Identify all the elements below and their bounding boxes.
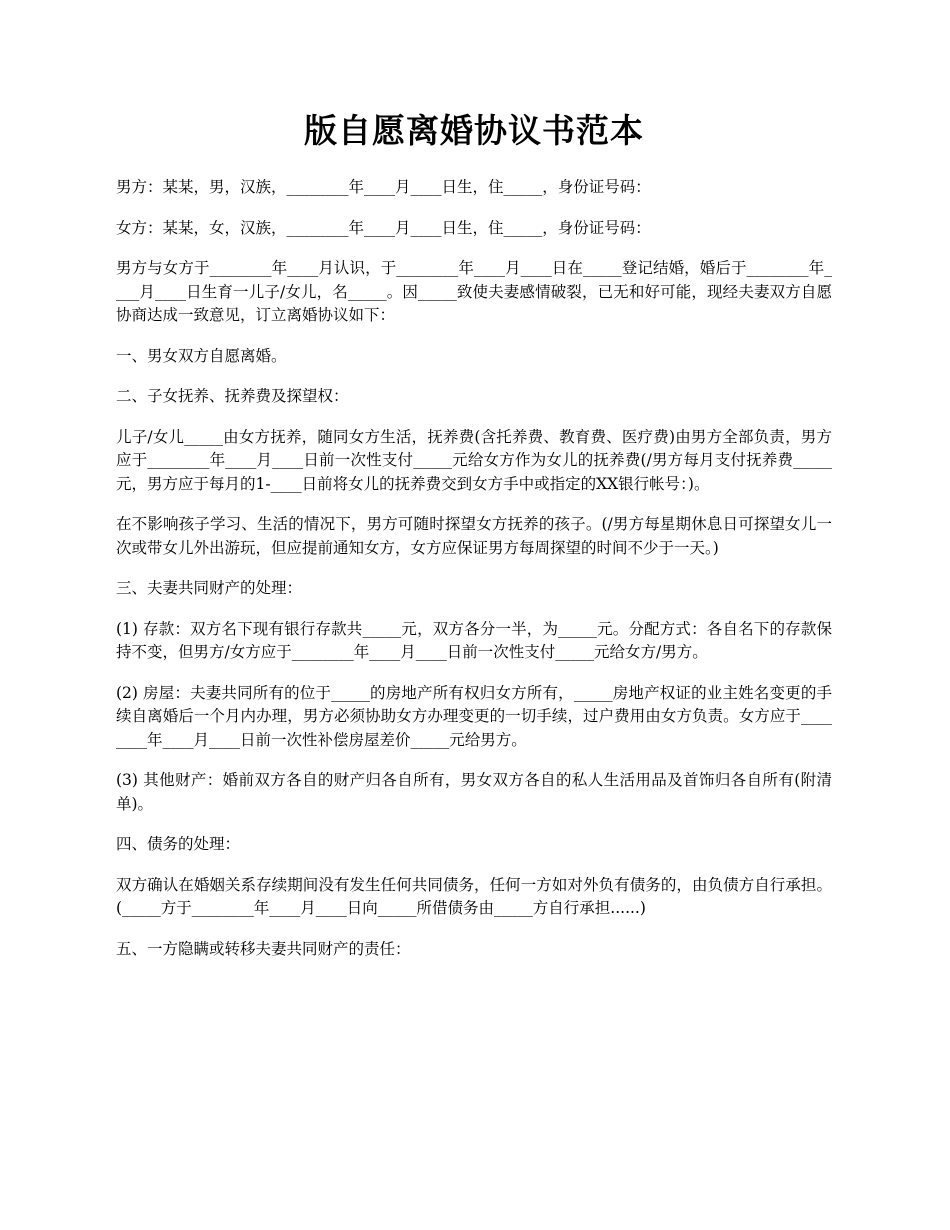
paragraph-child-custody: 儿子/女儿_____由女方抚养，随同女方生活，抚养费(含托养费、教育费、医疗费)由男方全部负责，男方应于________年____月____日前一次性支付_____元给女方作为女儿的抚养费(/男方每月支付抚养费_____元，男方应于每月的1-____日前将女儿的抚养费交到女方手中或指定的XX银行帐号：)。	[116, 427, 832, 493]
section-5-heading: 五、一方隐瞒或转移夫妻共同财产的责任：	[116, 939, 411, 958]
paragraph-male-party: 男方：某某，男，汉族，________年____月____日生，住_____，身份证号码：	[116, 178, 651, 196]
paragraph-marriage-background: 男方与女方于________年____月认识，于________年____月____日在_____登记结婚，婚后于________年____月____日生育一儿子/女儿，名_____。因_____致使夫妻感情破裂，已无和好可能，现经夫妻双方自愿协商达成一致意见，订立离婚协议如下：	[116, 259, 832, 324]
paragraph-other-property: (3) 其他财产：婚前双方各自的财产归各自所有，男女双方各自的私人生活用品及首饰归各自所有(附清单)。	[116, 771, 832, 813]
paragraph-savings: (1) 存款：双方名下现有银行存款共_____元，双方各分一半，为_____元。分配方式：各自名下的存款保持不变，但男方/女方应于________年____月____日前一次性支付_____元给女方/男方。	[116, 619, 832, 661]
section-2-heading: 二、子女抚养、抚养费及探望权：	[116, 387, 349, 405]
paragraph-visitation: 在不影响孩子学习、生活的情况下，男方可随时探望女方抚养的孩子。(/男方每星期休息日可探望女儿一次或带女儿外出游玩，但应提前通知女方，女方应保证男方每周探望的时间不少于一天。)	[116, 515, 832, 557]
section-1-heading: 一、男女双方自愿离婚。	[116, 346, 287, 365]
section-3-heading: 三、夫妻共同财产的处理：	[116, 579, 303, 597]
section-4-heading: 四、债务的处理：	[116, 835, 241, 853]
paragraph-house: (2) 房屋：夫妻共同所有的位于_____的房地产所有权归女方所有，_____房地产权证的业主姓名变更的手续自离婚后一个月内办理，男方必须协助女方办理变更的一切手续，过户费用由女方负责。女方应于________年____月____日前一次性补偿房屋差价_____元给男方。	[116, 683, 832, 749]
paragraph-debts: 双方确认在婚姻关系存续期间没有发生任何共同债务，任何一方如对外负有债务的，由负债方自行承担。(_____方于________年____月____日向_____所借债务由_____方自行承担......)	[116, 875, 832, 917]
paragraph-female-party: 女方：某某，女，汉族，________年____月____日生，住_____，身份证号码：	[116, 218, 651, 237]
document-title: 版自愿离婚协议书范本	[304, 111, 644, 150]
